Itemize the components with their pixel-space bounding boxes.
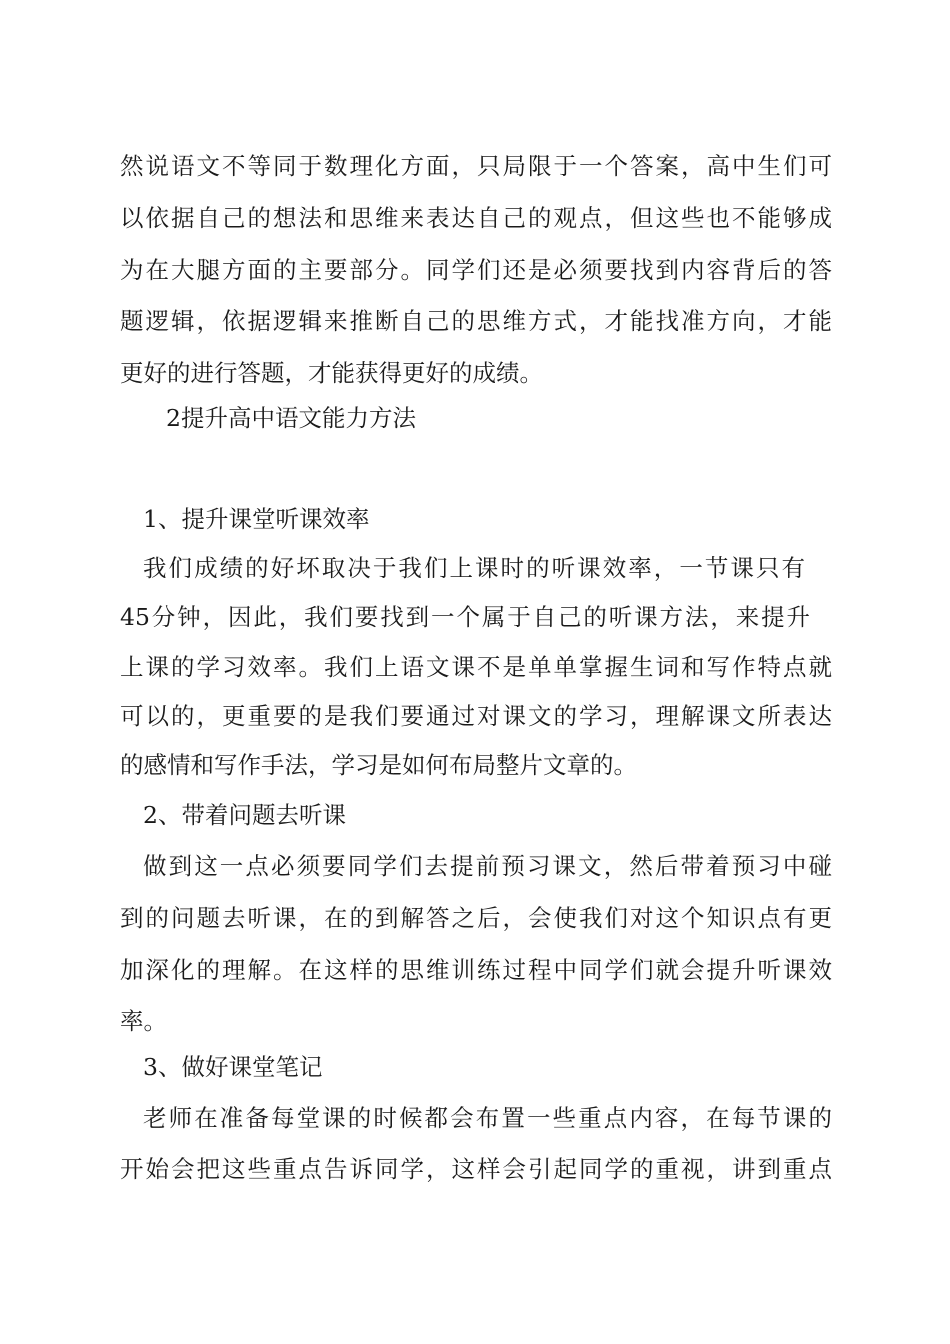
- paragraph-1-line-3: 为在大腿方面的主要部分。同学们还是必须要找到内容背后的答: [120, 256, 832, 284]
- item-3-line-2: 开始会把这些重点告诉同学，这样会引起同学的重视，讲到重点: [120, 1155, 832, 1183]
- item-1-heading: 1、提升课堂听课效率: [143, 505, 370, 533]
- item-1-line-2: 45分钟，因此，我们要找到一个属于自己的听课方法，来提升: [120, 603, 810, 631]
- item-1-line-3: 上课的学习效率。我们上语文课不是单单掌握生词和写作特点就: [120, 653, 832, 681]
- item-2-line-2: 到的问题去听课，在的到解答之后，会使我们对这个知识点有更: [120, 904, 832, 932]
- item-1-line-5: 的感情和写作手法，学习是如何布局整片文章的。: [120, 751, 637, 779]
- paragraph-1-line-2: 以依据自己的想法和思维来表达自己的观点，但这些也不能够成: [120, 204, 832, 232]
- item-2-line-4: 率。: [120, 1007, 167, 1035]
- item-2-heading: 2、带着问题去听课: [143, 801, 346, 829]
- item-2-line-3: 加深化的理解。在这样的思维训练过程中同学们就会提升听课效: [120, 956, 832, 984]
- item-1-line-1: 我们成绩的好坏取决于我们上课时的听课效率，一节课只有: [143, 554, 805, 582]
- paragraph-1-line-5: 更好的进行答题，才能获得更好的成绩。: [120, 359, 543, 387]
- item-3-line-1: 老师在准备每堂课的时候都会布置一些重点内容，在每节课的: [143, 1104, 832, 1132]
- item-3-heading: 3、做好课堂笔记: [143, 1053, 323, 1081]
- paragraph-1-line-1: 然说语文不等同于数理化方面，只局限于一个答案，高中生们可: [120, 152, 832, 180]
- paragraph-1-line-4: 题逻辑，依据逻辑来推断自己的思维方式，才能找准方向，才能: [120, 307, 832, 335]
- section-title: 2提升高中语文能力方法: [166, 404, 416, 432]
- item-1-line-4: 可以的，更重要的是我们要通过对课文的学习，理解课文所表达: [120, 702, 832, 730]
- item-2-line-1: 做到这一点必须要同学们去提前预习课文，然后带着预习中碰: [143, 852, 832, 880]
